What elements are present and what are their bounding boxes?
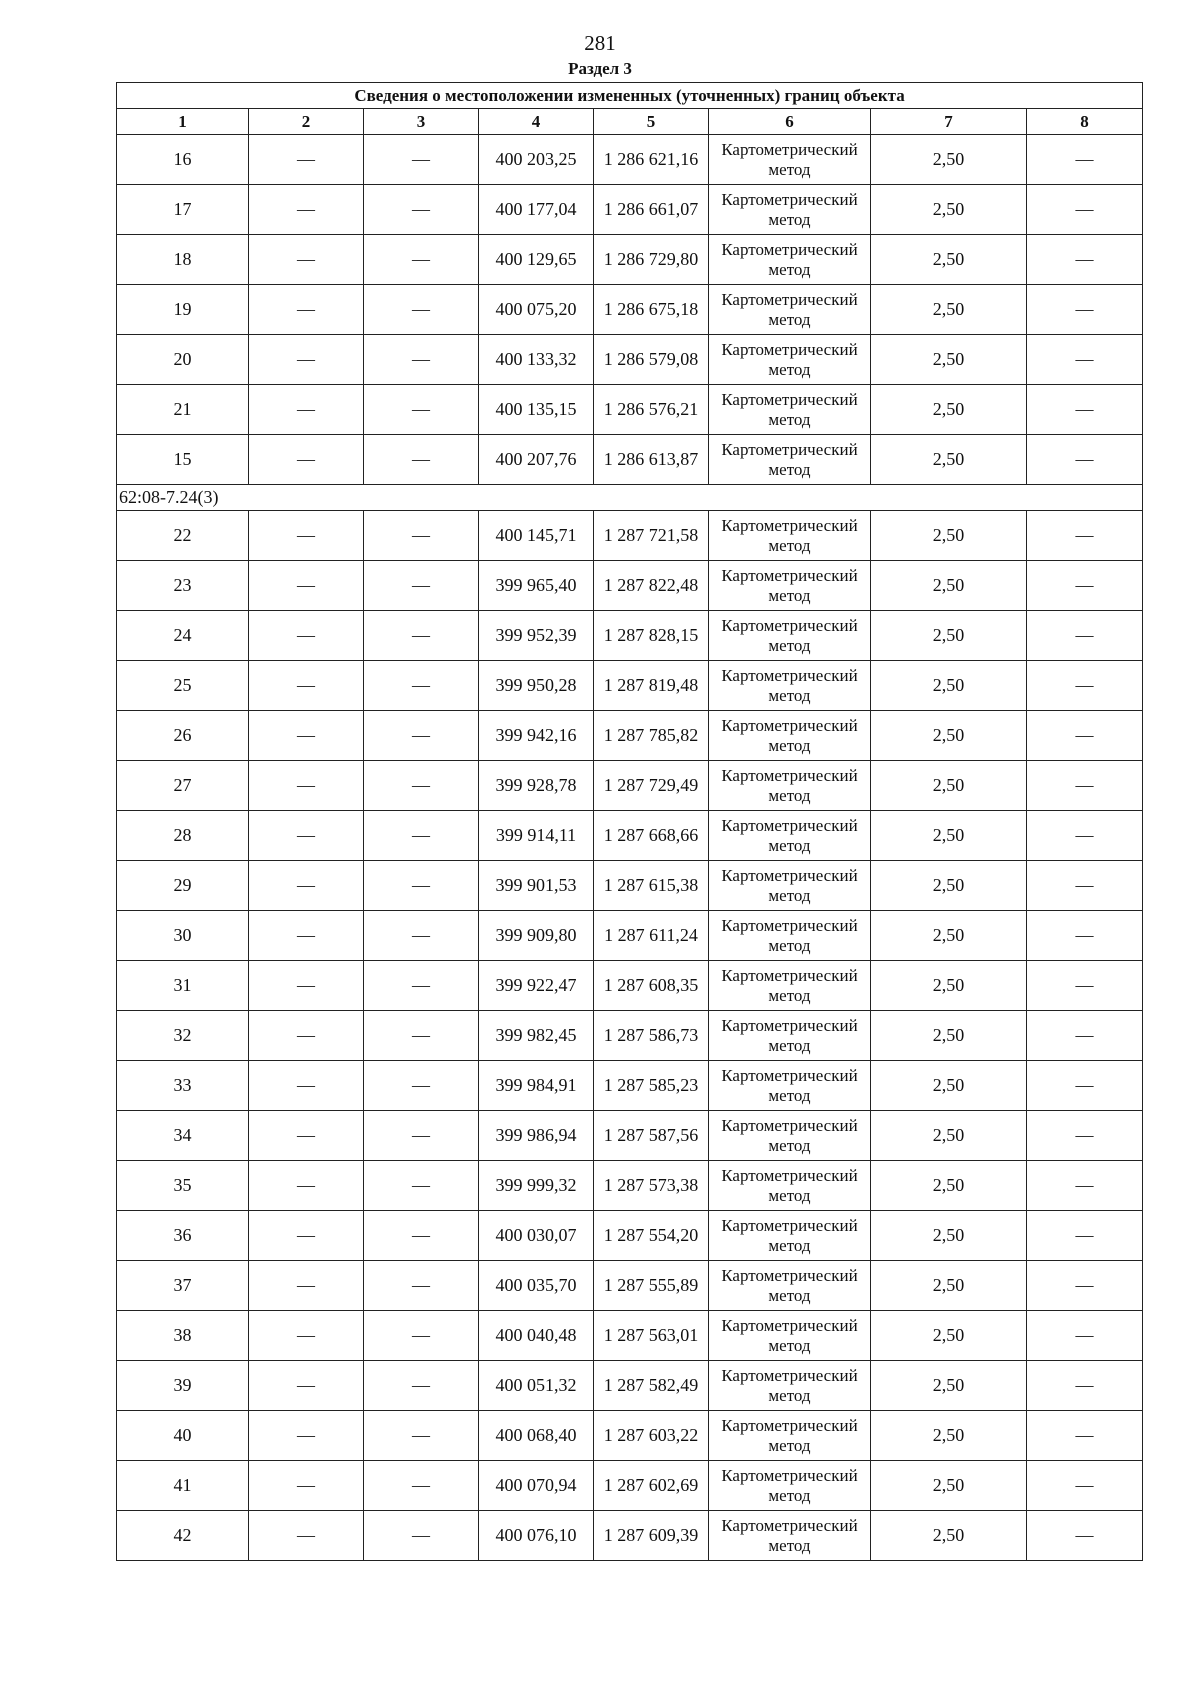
col3-value-cell: —	[364, 1211, 479, 1261]
col8-value-cell: —	[1027, 435, 1143, 485]
method-cell: Картометрический метод	[709, 1111, 871, 1161]
precision-cell: 2,50	[871, 185, 1027, 235]
precision-cell: 2,50	[871, 1261, 1027, 1311]
y-coordinate-cell: 1 286 621,16	[594, 135, 709, 185]
table-row	[117, 711, 1143, 761]
method-cell: Картометрический метод	[709, 861, 871, 911]
x-coordinate-cell: 400 051,32	[479, 1361, 594, 1411]
method-cell: Картометрический метод	[709, 1261, 871, 1311]
point-number-cell: 17	[117, 185, 249, 235]
col8-value-cell: —	[1027, 1411, 1143, 1461]
col3-value-cell: —	[364, 961, 479, 1011]
point-number-cell: 20	[117, 335, 249, 385]
column-header-8: 8	[1027, 109, 1143, 135]
method-cell: Картометрический метод	[709, 185, 871, 235]
col3-value-cell: —	[364, 1111, 479, 1161]
column-header-7: 7	[871, 109, 1027, 135]
col2-value-cell: —	[249, 711, 364, 761]
x-coordinate-cell: 400 075,20	[479, 285, 594, 335]
x-coordinate-cell: 399 942,16	[479, 711, 594, 761]
method-cell: Картометрический метод	[709, 335, 871, 385]
table-row	[117, 1511, 1143, 1561]
col2-value-cell: —	[249, 1261, 364, 1311]
y-coordinate-cell: 1 286 661,07	[594, 185, 709, 235]
table-row	[117, 1111, 1143, 1161]
col2-value-cell: —	[249, 435, 364, 485]
table-row	[117, 1161, 1143, 1211]
col8-value-cell: —	[1027, 761, 1143, 811]
method-cell: Картометрический метод	[709, 711, 871, 761]
col8-value-cell: —	[1027, 1261, 1143, 1311]
col3-value-cell: —	[364, 761, 479, 811]
x-coordinate-cell: 400 135,15	[479, 385, 594, 435]
table-row	[117, 861, 1143, 911]
col8-value-cell: —	[1027, 1061, 1143, 1111]
x-coordinate-cell: 400 129,65	[479, 235, 594, 285]
x-coordinate-cell: 399 999,32	[479, 1161, 594, 1211]
point-number-cell: 19	[117, 285, 249, 335]
col2-value-cell: —	[249, 961, 364, 1011]
point-number-cell: 40	[117, 1411, 249, 1461]
precision-cell: 2,50	[871, 235, 1027, 285]
point-number-cell: 38	[117, 1311, 249, 1361]
col3-value-cell: —	[364, 1311, 479, 1361]
table-row	[117, 1361, 1143, 1411]
col2-value-cell: —	[249, 1111, 364, 1161]
page-number: 281	[584, 31, 616, 55]
y-coordinate-cell: 1 287 585,23	[594, 1061, 709, 1111]
precision-cell: 2,50	[871, 1461, 1027, 1511]
method-cell: Картометрический метод	[709, 561, 871, 611]
x-coordinate-cell: 399 986,94	[479, 1111, 594, 1161]
precision-cell: 2,50	[871, 1011, 1027, 1061]
point-number-cell: 18	[117, 235, 249, 285]
precision-cell: 2,50	[871, 511, 1027, 561]
x-coordinate-cell: 400 070,94	[479, 1461, 594, 1511]
col3-value-cell: —	[364, 1461, 479, 1511]
table-row	[117, 1011, 1143, 1061]
col8-value-cell: —	[1027, 285, 1143, 335]
x-coordinate-cell: 400 076,10	[479, 1511, 594, 1561]
method-cell: Картометрический метод	[709, 1361, 871, 1411]
col3-value-cell: —	[364, 511, 479, 561]
y-coordinate-cell: 1 287 611,24	[594, 911, 709, 961]
x-coordinate-cell: 400 133,32	[479, 335, 594, 385]
y-coordinate-cell: 1 286 675,18	[594, 285, 709, 335]
group-header-row	[117, 485, 1143, 511]
precision-cell: 2,50	[871, 285, 1027, 335]
col8-value-cell: —	[1027, 1111, 1143, 1161]
col8-value-cell: —	[1027, 861, 1143, 911]
col8-value-cell: —	[1027, 335, 1143, 385]
col8-value-cell: —	[1027, 1511, 1143, 1561]
x-coordinate-cell: 400 177,04	[479, 185, 594, 235]
point-number-cell: 16	[117, 135, 249, 185]
col2-value-cell: —	[249, 235, 364, 285]
y-coordinate-cell: 1 286 579,08	[594, 335, 709, 385]
method-cell: Картометрический метод	[709, 1061, 871, 1111]
column-header-6: 6	[709, 109, 871, 135]
y-coordinate-cell: 1 287 785,82	[594, 711, 709, 761]
precision-cell: 2,50	[871, 1311, 1027, 1361]
x-coordinate-cell: 399 950,28	[479, 661, 594, 711]
precision-cell: 2,50	[871, 135, 1027, 185]
point-number-cell: 31	[117, 961, 249, 1011]
x-coordinate-cell: 399 984,91	[479, 1061, 594, 1111]
y-coordinate-cell: 1 286 576,21	[594, 385, 709, 435]
col8-value-cell: —	[1027, 961, 1143, 1011]
table-row	[117, 1311, 1143, 1361]
col2-value-cell: —	[249, 1361, 364, 1411]
x-coordinate-cell: 399 928,78	[479, 761, 594, 811]
precision-cell: 2,50	[871, 861, 1027, 911]
table-row	[117, 661, 1143, 711]
col8-value-cell: —	[1027, 1311, 1143, 1361]
col2-value-cell: —	[249, 911, 364, 961]
y-coordinate-cell: 1 286 613,87	[594, 435, 709, 485]
col2-value-cell: —	[249, 661, 364, 711]
precision-cell: 2,50	[871, 1511, 1027, 1561]
col3-value-cell: —	[364, 561, 479, 611]
method-cell: Картометрический метод	[709, 1211, 871, 1261]
table-row	[117, 235, 1143, 285]
x-coordinate-cell: 400 030,07	[479, 1211, 594, 1261]
y-coordinate-cell: 1 287 555,89	[594, 1261, 709, 1311]
column-header-3: 3	[364, 109, 479, 135]
y-coordinate-cell: 1 286 729,80	[594, 235, 709, 285]
x-coordinate-cell: 400 207,76	[479, 435, 594, 485]
col3-value-cell: —	[364, 335, 479, 385]
col8-value-cell: —	[1027, 611, 1143, 661]
col8-value-cell: —	[1027, 711, 1143, 761]
point-number-cell: 33	[117, 1061, 249, 1111]
col3-value-cell: —	[364, 1161, 479, 1211]
col2-value-cell: —	[249, 185, 364, 235]
method-cell: Картометрический метод	[709, 811, 871, 861]
y-coordinate-cell: 1 287 729,49	[594, 761, 709, 811]
col8-value-cell: —	[1027, 1361, 1143, 1411]
table-row	[117, 1061, 1143, 1111]
point-number-cell: 27	[117, 761, 249, 811]
table-row	[117, 811, 1143, 861]
y-coordinate-cell: 1 287 587,56	[594, 1111, 709, 1161]
method-cell: Картометрический метод	[709, 285, 871, 335]
method-cell: Картометрический метод	[709, 611, 871, 661]
table-row	[117, 1411, 1143, 1461]
col2-value-cell: —	[249, 1511, 364, 1561]
y-coordinate-cell: 1 287 608,35	[594, 961, 709, 1011]
point-number-cell: 30	[117, 911, 249, 961]
x-coordinate-cell: 400 068,40	[479, 1411, 594, 1461]
precision-cell: 2,50	[871, 961, 1027, 1011]
col8-value-cell: —	[1027, 135, 1143, 185]
table-body	[117, 135, 1143, 1561]
point-number-cell: 25	[117, 661, 249, 711]
method-cell: Картометрический метод	[709, 1011, 871, 1061]
table-row	[117, 611, 1143, 661]
col3-value-cell: —	[364, 185, 479, 235]
col3-value-cell: —	[364, 435, 479, 485]
x-coordinate-cell: 399 909,80	[479, 911, 594, 961]
col3-value-cell: —	[364, 385, 479, 435]
y-coordinate-cell: 1 287 615,38	[594, 861, 709, 911]
precision-cell: 2,50	[871, 435, 1027, 485]
y-coordinate-cell: 1 287 819,48	[594, 661, 709, 711]
col3-value-cell: —	[364, 711, 479, 761]
method-cell: Картометрический метод	[709, 1311, 871, 1361]
table-row	[117, 911, 1143, 961]
col3-value-cell: —	[364, 661, 479, 711]
method-cell: Картометрический метод	[709, 235, 871, 285]
precision-cell: 2,50	[871, 1111, 1027, 1161]
point-number-cell: 22	[117, 511, 249, 561]
col8-value-cell: —	[1027, 385, 1143, 435]
column-header-1: 1	[117, 109, 249, 135]
point-number-cell: 34	[117, 1111, 249, 1161]
col2-value-cell: —	[249, 611, 364, 661]
col3-value-cell: —	[364, 235, 479, 285]
method-cell: Картометрический метод	[709, 961, 871, 1011]
y-coordinate-cell: 1 287 586,73	[594, 1011, 709, 1061]
y-coordinate-cell: 1 287 602,69	[594, 1461, 709, 1511]
precision-cell: 2,50	[871, 811, 1027, 861]
precision-cell: 2,50	[871, 561, 1027, 611]
y-coordinate-cell: 1 287 554,20	[594, 1211, 709, 1261]
x-coordinate-cell: 400 040,48	[479, 1311, 594, 1361]
col2-value-cell: —	[249, 1011, 364, 1061]
y-coordinate-cell: 1 287 822,48	[594, 561, 709, 611]
precision-cell: 2,50	[871, 1361, 1027, 1411]
table-row	[117, 761, 1143, 811]
precision-cell: 2,50	[871, 711, 1027, 761]
column-header-4: 4	[479, 109, 594, 135]
col2-value-cell: —	[249, 135, 364, 185]
col8-value-cell: —	[1027, 1011, 1143, 1061]
col2-value-cell: —	[249, 1461, 364, 1511]
table-row	[117, 561, 1143, 611]
col3-value-cell: —	[364, 1261, 479, 1311]
point-number-cell: 37	[117, 1261, 249, 1311]
col8-value-cell: —	[1027, 511, 1143, 561]
precision-cell: 2,50	[871, 385, 1027, 435]
method-cell: Картометрический метод	[709, 661, 871, 711]
y-coordinate-cell: 1 287 603,22	[594, 1411, 709, 1461]
col8-value-cell: —	[1027, 811, 1143, 861]
table-row	[117, 1261, 1143, 1311]
precision-cell: 2,50	[871, 335, 1027, 385]
point-number-cell: 39	[117, 1361, 249, 1411]
method-cell: Картометрический метод	[709, 135, 871, 185]
table-caption: Сведения о местоположении измененных (уточненных) границ объекта	[117, 83, 1143, 109]
col2-value-cell: —	[249, 761, 364, 811]
x-coordinate-cell: 399 982,45	[479, 1011, 594, 1061]
x-coordinate-cell: 399 922,47	[479, 961, 594, 1011]
y-coordinate-cell: 1 287 828,15	[594, 611, 709, 661]
table-row	[117, 335, 1143, 385]
method-cell: Картометрический метод	[709, 435, 871, 485]
col2-value-cell: —	[249, 1411, 364, 1461]
y-coordinate-cell: 1 287 582,49	[594, 1361, 709, 1411]
point-number-cell: 15	[117, 435, 249, 485]
x-coordinate-cell: 399 965,40	[479, 561, 594, 611]
method-cell: Картометрический метод	[709, 511, 871, 561]
col3-value-cell: —	[364, 1411, 479, 1461]
table-row	[117, 1461, 1143, 1511]
col3-value-cell: —	[364, 285, 479, 335]
point-number-cell: 21	[117, 385, 249, 435]
col8-value-cell: —	[1027, 1461, 1143, 1511]
col8-value-cell: —	[1027, 661, 1143, 711]
col2-value-cell: —	[249, 811, 364, 861]
method-cell: Картометрический метод	[709, 1161, 871, 1211]
table-row	[117, 1211, 1143, 1261]
col8-value-cell: —	[1027, 1161, 1143, 1211]
precision-cell: 2,50	[871, 1161, 1027, 1211]
x-coordinate-cell: 400 035,70	[479, 1261, 594, 1311]
table-row	[117, 511, 1143, 561]
x-coordinate-cell: 399 901,53	[479, 861, 594, 911]
group-label: 62:08-7.24(3)	[117, 485, 1143, 511]
col3-value-cell: —	[364, 861, 479, 911]
method-cell: Картометрический метод	[709, 385, 871, 435]
point-number-cell: 29	[117, 861, 249, 911]
method-cell: Картометрический метод	[709, 1411, 871, 1461]
table-row	[117, 135, 1143, 185]
column-number-row	[117, 109, 1143, 135]
col2-value-cell: —	[249, 285, 364, 335]
table-row	[117, 961, 1143, 1011]
y-coordinate-cell: 1 287 721,58	[594, 511, 709, 561]
col8-value-cell: —	[1027, 911, 1143, 961]
point-number-cell: 35	[117, 1161, 249, 1211]
col2-value-cell: —	[249, 1161, 364, 1211]
col2-value-cell: —	[249, 1211, 364, 1261]
col2-value-cell: —	[249, 385, 364, 435]
point-number-cell: 28	[117, 811, 249, 861]
point-number-cell: 32	[117, 1011, 249, 1061]
section-title: Раздел 3	[568, 59, 632, 78]
y-coordinate-cell: 1 287 563,01	[594, 1311, 709, 1361]
col3-value-cell: —	[364, 1361, 479, 1411]
col3-value-cell: —	[364, 135, 479, 185]
table-row	[117, 435, 1143, 485]
col2-value-cell: —	[249, 335, 364, 385]
point-number-cell: 24	[117, 611, 249, 661]
col3-value-cell: —	[364, 1511, 479, 1561]
precision-cell: 2,50	[871, 661, 1027, 711]
point-number-cell: 26	[117, 711, 249, 761]
column-header-2: 2	[249, 109, 364, 135]
col3-value-cell: —	[364, 811, 479, 861]
col3-value-cell: —	[364, 1061, 479, 1111]
col2-value-cell: —	[249, 561, 364, 611]
col3-value-cell: —	[364, 911, 479, 961]
y-coordinate-cell: 1 287 609,39	[594, 1511, 709, 1561]
y-coordinate-cell: 1 287 573,38	[594, 1161, 709, 1211]
x-coordinate-cell: 400 203,25	[479, 135, 594, 185]
method-cell: Картометрический метод	[709, 1511, 871, 1561]
col2-value-cell: —	[249, 1311, 364, 1361]
x-coordinate-cell: 399 952,39	[479, 611, 594, 661]
x-coordinate-cell: 400 145,71	[479, 511, 594, 561]
col2-value-cell: —	[249, 511, 364, 561]
method-cell: Картометрический метод	[709, 761, 871, 811]
point-number-cell: 23	[117, 561, 249, 611]
table-row	[117, 285, 1143, 335]
table-row	[117, 185, 1143, 235]
precision-cell: 2,50	[871, 611, 1027, 661]
col3-value-cell: —	[364, 1011, 479, 1061]
col2-value-cell: —	[249, 861, 364, 911]
col8-value-cell: —	[1027, 1211, 1143, 1261]
precision-cell: 2,50	[871, 761, 1027, 811]
x-coordinate-cell: 399 914,11	[479, 811, 594, 861]
method-cell: Картометрический метод	[709, 1461, 871, 1511]
point-number-cell: 41	[117, 1461, 249, 1511]
method-cell: Картометрический метод	[709, 911, 871, 961]
column-header-5: 5	[594, 109, 709, 135]
point-number-cell: 36	[117, 1211, 249, 1261]
col8-value-cell: —	[1027, 235, 1143, 285]
col8-value-cell: —	[1027, 561, 1143, 611]
col8-value-cell: —	[1027, 185, 1143, 235]
point-number-cell: 42	[117, 1511, 249, 1561]
table-row	[117, 385, 1143, 435]
col2-value-cell: —	[249, 1061, 364, 1111]
boundary-coordinates-table	[116, 82, 1143, 1561]
col3-value-cell: —	[364, 611, 479, 661]
precision-cell: 2,50	[871, 1411, 1027, 1461]
precision-cell: 2,50	[871, 1061, 1027, 1111]
precision-cell: 2,50	[871, 911, 1027, 961]
precision-cell: 2,50	[871, 1211, 1027, 1261]
y-coordinate-cell: 1 287 668,66	[594, 811, 709, 861]
